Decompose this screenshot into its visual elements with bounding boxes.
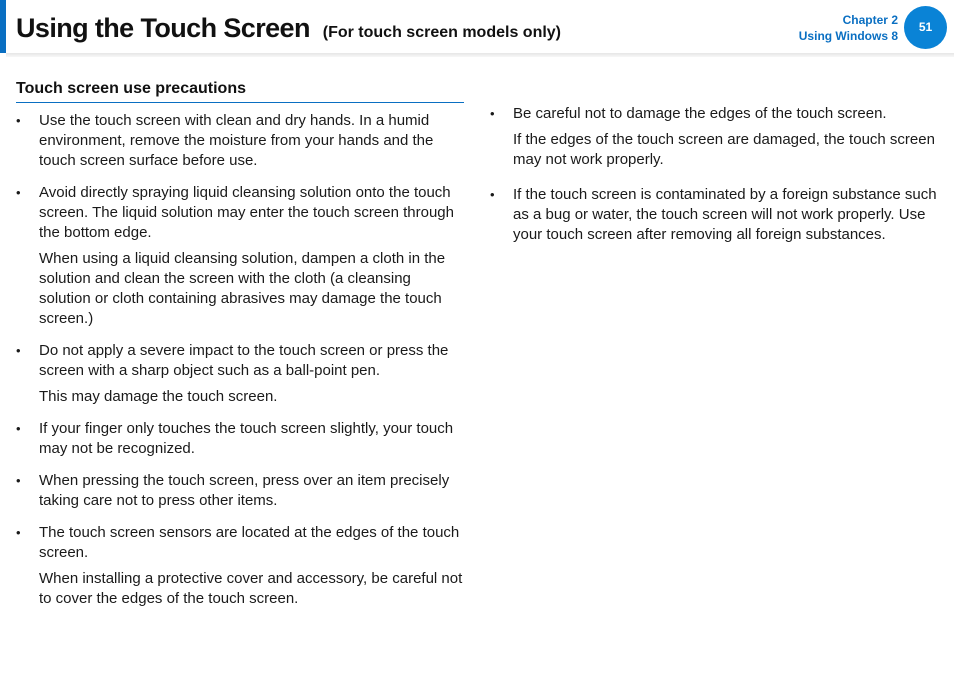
list-item <box>16 523 464 609</box>
chapter-name: Using Windows 8 <box>798 29 898 43</box>
list-item-text: The touch screen sensors are located at the edges of the touch screen. <box>39 524 460 561</box>
header-accent-bar <box>0 0 6 53</box>
bullet-icon: • <box>490 106 495 121</box>
page-title <box>16 8 561 45</box>
list-item <box>490 185 942 245</box>
bullet-icon: • <box>16 473 21 488</box>
bullet-icon: • <box>16 113 21 128</box>
list-item <box>16 183 464 329</box>
page-title-main: Using the Touch Screen <box>16 13 310 43</box>
bullet-icon: • <box>16 343 21 358</box>
list-item <box>16 111 464 171</box>
list-item <box>16 471 464 511</box>
list-item-note: When using a liquid cleansing solution, dampen a cloth in the solution and clean the screen with the cloth (a cleansing solution or cloth containing abrasives may damage the touch screen.) <box>39 250 446 327</box>
list-item-text: If the touch screen is contaminated by a foreign substance such as a bug or water, the touch screen will not work properly. Use your touch screen after removing all foreign substances. <box>513 186 937 243</box>
page-number-badge: 51 <box>904 6 947 49</box>
list-item <box>16 419 464 459</box>
left-bullet-list <box>16 111 464 609</box>
list-item-text: Use the touch screen with clean and dry hands. In a humid environment, remove the moisture from your hands and the touch screen surface before use. <box>39 112 434 169</box>
bullet-icon: • <box>16 421 21 436</box>
section-heading: Touch screen use precautions <box>16 79 464 103</box>
bullet-icon: • <box>490 187 495 202</box>
right-bullet-list <box>490 104 942 245</box>
bullet-icon: • <box>16 185 21 200</box>
left-column <box>16 79 464 621</box>
list-item-text: If your finger only touches the touch screen slightly, your touch may not be recognized. <box>39 420 454 457</box>
bullet-icon: • <box>16 525 21 540</box>
header-divider <box>6 53 954 57</box>
right-column <box>490 104 942 260</box>
list-item <box>490 104 942 170</box>
chapter-info <box>799 12 898 44</box>
list-item <box>16 341 464 407</box>
list-item-note: When installing a protective cover and accessory, be careful not to cover the edges of the touch screen. <box>39 570 463 607</box>
list-item-text: Avoid directly spraying liquid cleansing solution onto the touch screen. The liquid solution may enter the touch screen through the bottom edge. <box>39 184 454 241</box>
list-item-text: When pressing the touch screen, press over an item precisely taking care not to press other items. <box>39 472 450 509</box>
list-item-text: Be careful not to damage the edges of the touch screen. <box>513 105 887 122</box>
page-title-subtitle: (For touch screen models only) <box>322 24 562 41</box>
list-item-note: This may damage the touch screen. <box>39 388 278 405</box>
list-item-text: Do not apply a severe impact to the touch screen or press the screen with a sharp object such as a ball-point pen. <box>39 342 449 379</box>
list-item-note: If the edges of the touch screen are damaged, the touch screen may not work properly. <box>513 131 935 168</box>
chapter-label: Chapter 2 <box>842 13 898 27</box>
